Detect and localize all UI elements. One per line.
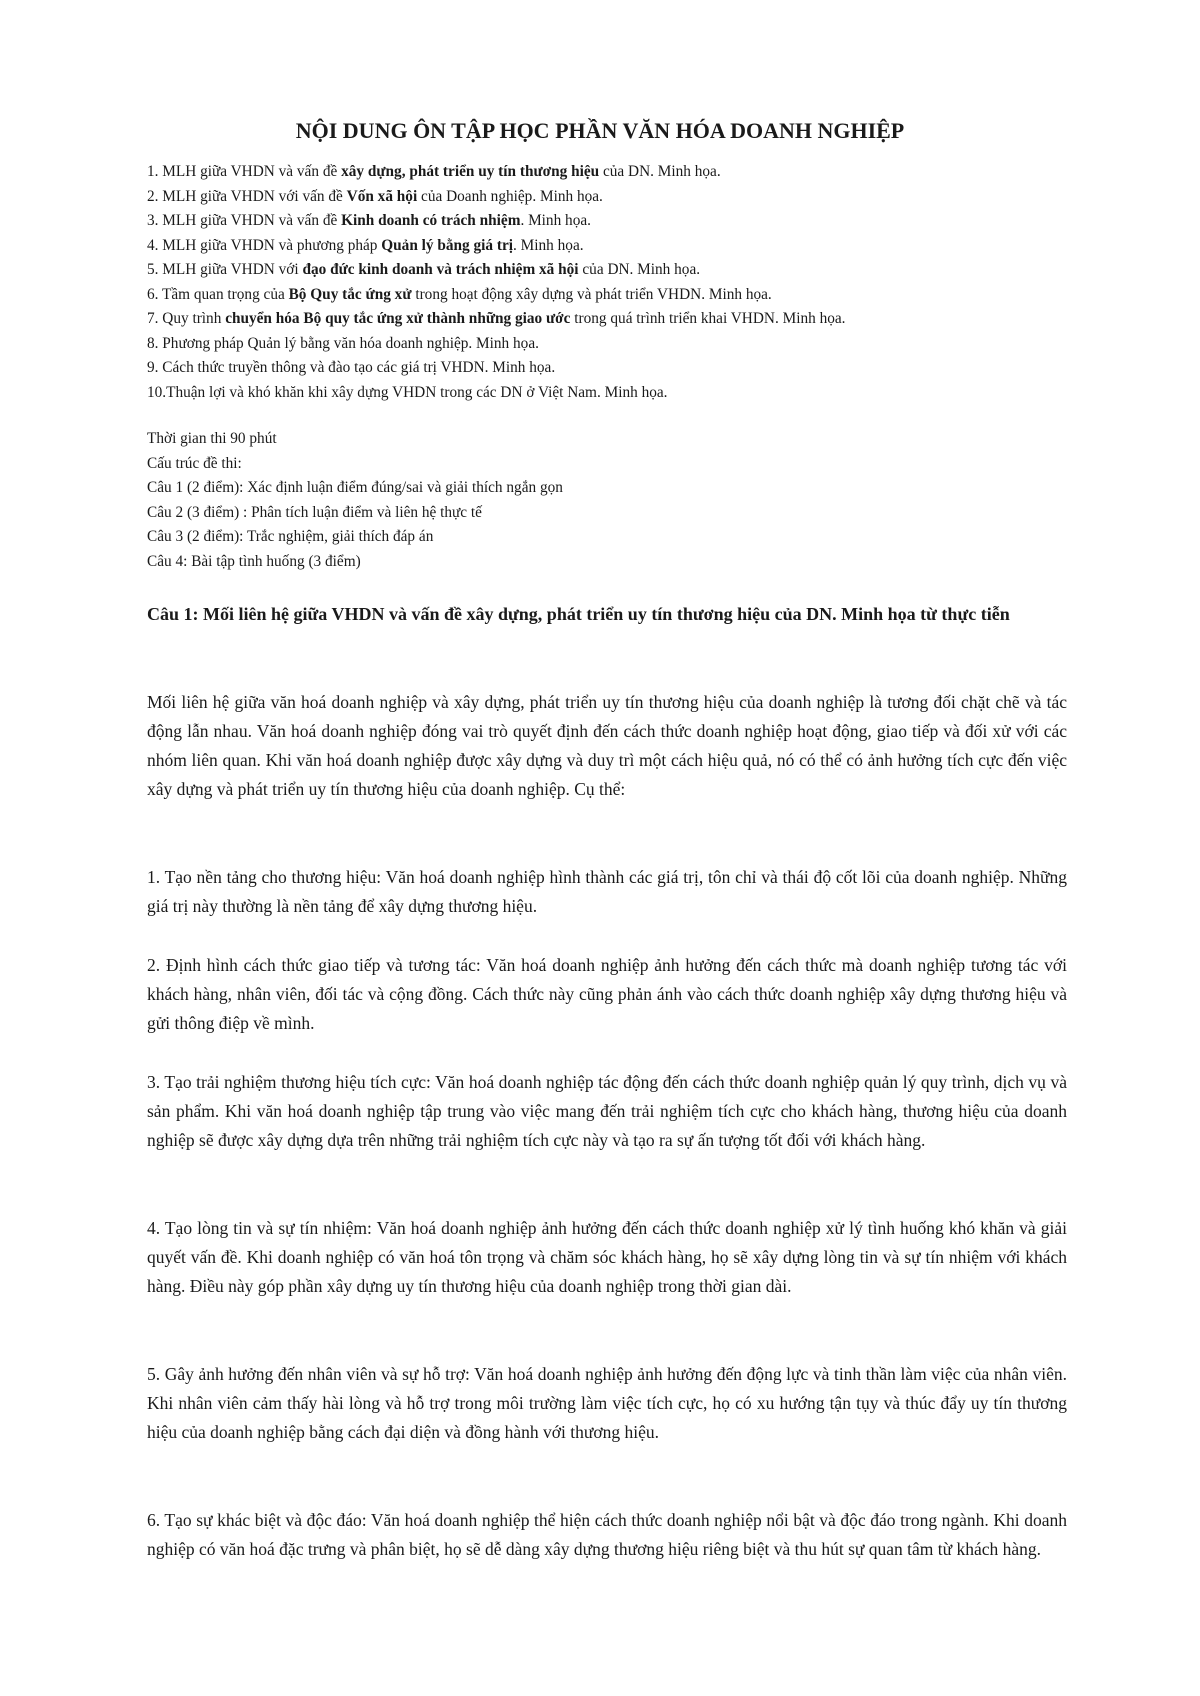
topic-item: 8. Phương pháp Quản lý bằng văn hóa doanh nghiệp. Minh họa. (147, 334, 539, 352)
exam-question-line: Câu 4: Bài tập tình huống (3 điểm) (147, 552, 361, 570)
topic-item: 4. MLH giữa VHDN và phương pháp Quản lý bằng giá trị. Minh họa. (147, 236, 584, 254)
intro-paragraph: Mối liên hệ giữa văn hoá doanh nghiệp và xây dựng, phát triển uy tín thương hiệu của doanh nghiệp là tương đối chặt chẽ và tác động lẫn nhau. Văn hoá doanh nghiệp đóng vai trò quyết định đến cách thức doanh nghiệp hoạt động, giao tiếp và đối xử với các nhóm liên quan. Khi văn hoá doanh nghiệp được xây dựng và duy trì một cách hiệu quả, nó có thể có ảnh hưởng tích cực đến việc xây dựng và phát triển uy tín thương hiệu của doanh nghiệp. Cụ thể: (147, 692, 1067, 799)
topic-item: 5. MLH giữa VHDN với đạo đức kinh doanh và trách nhiệm xã hội của DN. Minh họa. (147, 261, 701, 278)
topic-item: 10.Thuận lợi và khó khăn khi xây dựng VHDN trong các DN ở Việt Nam. Minh họa. (147, 383, 668, 401)
body-paragraph: 5. Gây ảnh hưởng đến nhân viên và sự hỗ trợ: Văn hoá doanh nghiệp ảnh hưởng đến động lực và tinh thần làm việc của nhân viên. Khi nhân viên cảm thấy hài lòng và hỗ trợ trong môi trường làm việc tích cực, họ có xu hướng tận tụy và thúc đẩy uy tín thương hiệu của doanh nghiệp bằng cách đại diện và đồng hành với thương hiệu. (147, 1364, 1067, 1442)
exam-info (147, 427, 1147, 574)
body-paragraph: 3. Tạo trải nghiệm thương hiệu tích cực: Văn hoá doanh nghiệp tác động đến cách thức doanh nghiệp quản lý quy trình, dịch vụ và sản phẩm. Khi văn hoá doanh nghiệp tập trung vào việc mang đến trải nghiệm tích cực cho khách hàng, thương hiệu của doanh nghiệp sẽ được xây dựng dựa trên những trải nghiệm tích cực này và tạo ra sự ấn tượng tốt đối với khách hàng. (147, 1072, 1067, 1150)
exam-question-line: Câu 3 (2 điểm): Trắc nghiệm, giải thích đáp án (147, 528, 434, 545)
topic-item: 1. MLH giữa VHDN và vấn đề xây dựng, phát triển uy tín thương hiệu của DN. Minh họa. (147, 163, 721, 180)
topic-item: 2. MLH giữa VHDN với vấn đề Vốn xã hội của Doanh nghiệp. Minh họa. (147, 187, 603, 205)
document-title: NỘI DUNG ÔN TẬP HỌC PHẦN VĂN HÓA DOANH NGHIỆP (295, 118, 905, 143)
body-paragraph: 4. Tạo lòng tin và sự tín nhiệm: Văn hoá doanh nghiệp ảnh hưởng đến cách thức doanh nghiệp xử lý tình huống khó khăn và giải quyết vấn đề. Khi doanh nghiệp có văn hoá tôn trọng và chăm sóc khách hàng, họ sẽ xây dựng lòng tin và sự tín nhiệm với khách hàng. Điều này góp phần xây dựng uy tín thương hiệu của doanh nghiệp trong thời gian dài. (147, 1218, 1067, 1296)
body-paragraph: 1. Tạo nền tảng cho thương hiệu: Văn hoá doanh nghiệp hình thành các giá trị, tôn chỉ và thái độ cốt lõi của doanh nghiệp. Những giá trị này thường là nền tảng để xây dựng thương hiệu. (147, 867, 1067, 916)
topic-item: 6. Tầm quan trọng của Bộ Quy tắc ứng xử trong hoạt động xây dựng và phát triển VHDN. Minh họa. (147, 285, 772, 303)
exam-structure-label: Cấu trúc đề thi: (147, 454, 242, 472)
topic-list (147, 160, 1147, 405)
body-paragraph: 6. Tạo sự khác biệt và độc đáo: Văn hoá doanh nghiệp thể hiện cách thức doanh nghiệp nổi bật và độc đáo trong ngành. Khi doanh nghiệp có văn hoá đặc trưng và phân biệt, họ sẽ dễ dàng xây dựng thương hiệu riêng biệt và thu hút sự quan tâm từ khách hàng. (147, 1510, 1067, 1559)
body-paragraph: 2. Định hình cách thức giao tiếp và tương tác: Văn hoá doanh nghiệp ảnh hưởng đến cách thức mà doanh nghiệp tương tác với khách hàng, nhân viên, đối tác và cộng đồng. Cách thức này cũng phản ánh vào cách thức doanh nghiệp xây dựng thương hiệu và gửi thông điệp về mình. (147, 955, 1067, 1033)
topic-item: 7. Quy trình chuyển hóa Bộ quy tắc ứng xử thành những giao ước trong quá trình triển khai VHDN. Minh họa. (147, 310, 846, 327)
question-heading: Câu 1: Mối liên hệ giữa VHDN và vấn đề xây dựng, phát triển uy tín thương hiệu của DN. Minh họa từ thực tiễn (147, 604, 1010, 624)
exam-question-line: Câu 2 (3 điểm) : Phân tích luận điểm và liên hệ thực tế (147, 503, 482, 521)
topic-item: 9. Cách thức truyền thông và đào tạo các giá trị VHDN. Minh họa. (147, 359, 556, 376)
topic-item: 3. MLH giữa VHDN và vấn đề Kinh doanh có trách nhiệm. Minh họa. (147, 212, 591, 229)
exam-duration: Thời gian thi 90 phút (147, 430, 277, 447)
exam-question-line: Câu 1 (2 điểm): Xác định luận điểm đúng/sai và giải thích ngắn gọn (147, 479, 563, 496)
